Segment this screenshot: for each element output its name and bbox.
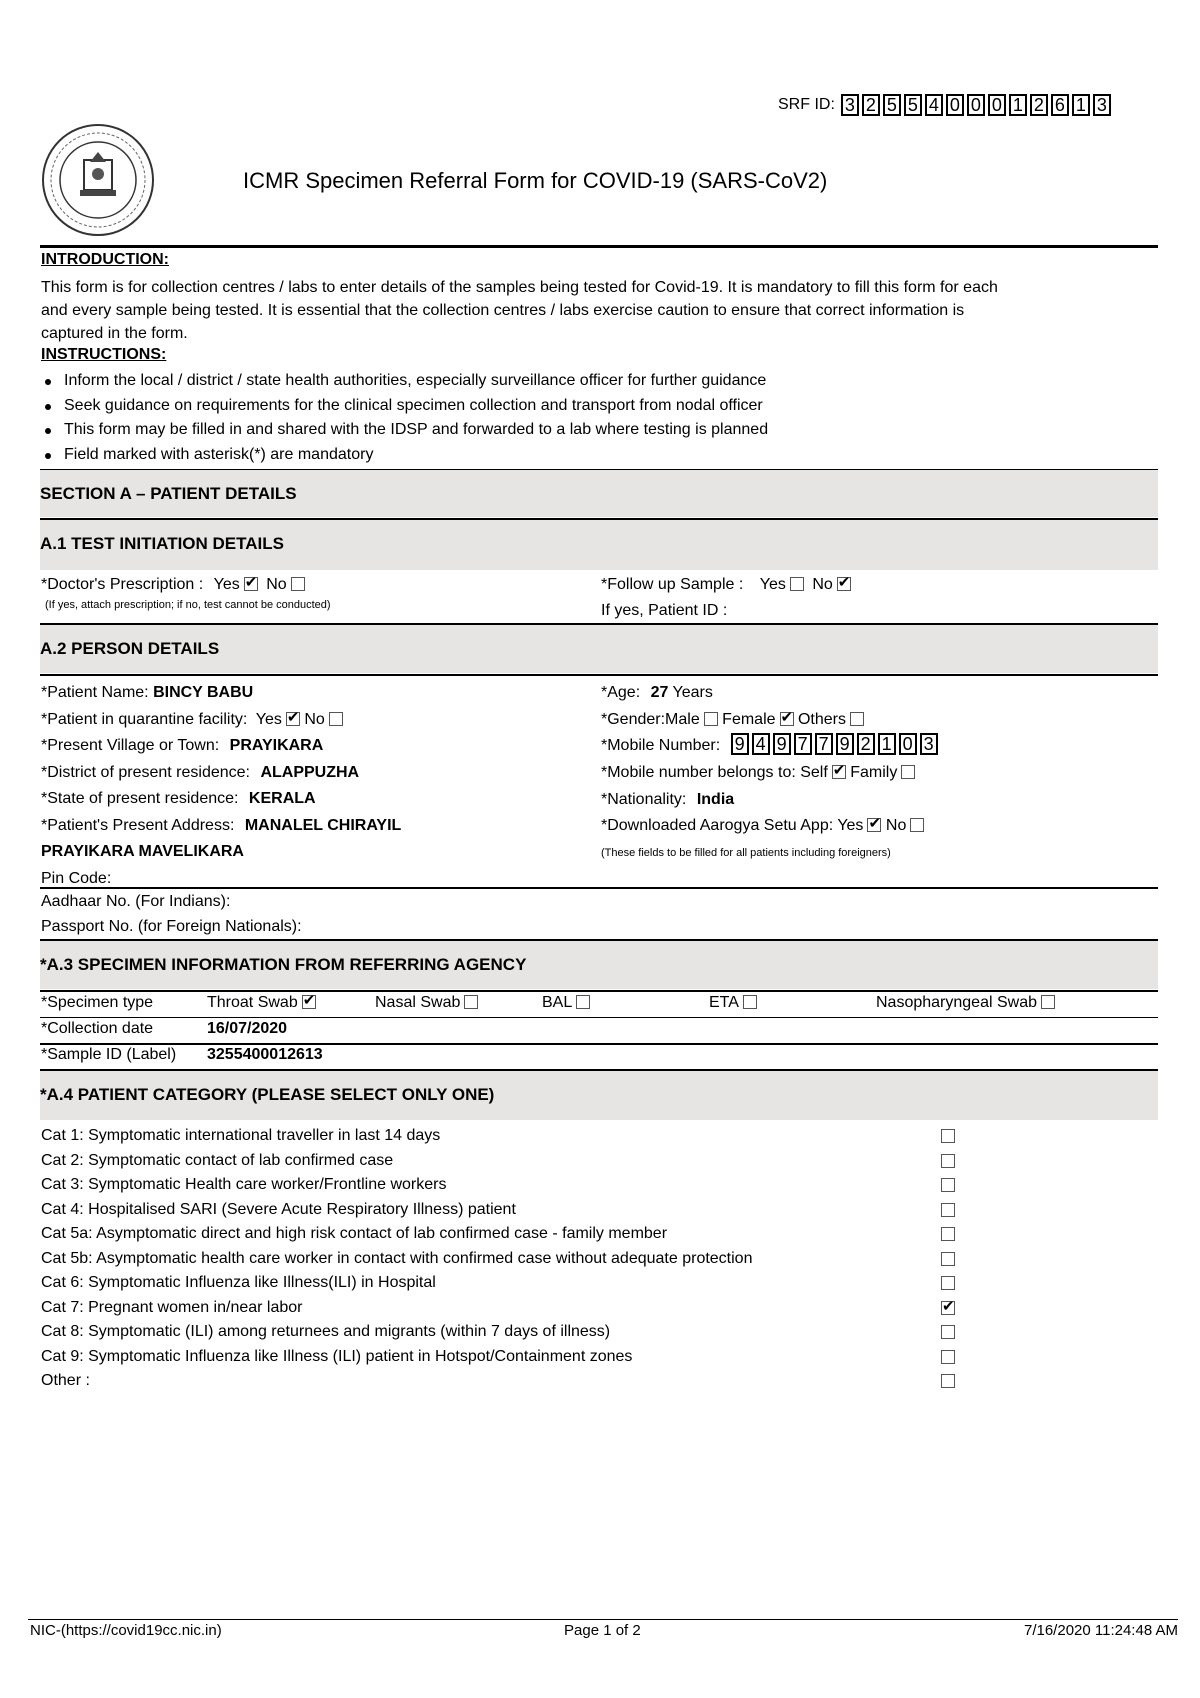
srf-digit: 0 (967, 94, 985, 116)
category-checkbox[interactable] (941, 1276, 955, 1290)
yes-label: Yes (255, 710, 282, 728)
patient-name: BINCY BABU (153, 684, 254, 701)
category-label: Other : (41, 1372, 90, 1389)
category-label: Cat 6: Symptomatic Influenza like Illness(ILI) in Hospital (41, 1274, 436, 1291)
srf-digit: 6 (1051, 94, 1069, 116)
specimen-nasal (375, 994, 478, 1012)
throat-swab-label: Throat Swab (207, 994, 298, 1011)
divider (40, 887, 1158, 889)
a2-title: A.2 PERSON DETAILS (40, 639, 220, 658)
district-label: *District of present residence: (41, 763, 250, 781)
collection-date-label: *Collection date (41, 1020, 154, 1037)
instruction-item: Inform the local / district / state health authorities, especially surveillance officer for further guidance (40, 372, 768, 397)
collection-date-row (41, 1020, 641, 1038)
doctor-yes-checkbox[interactable] (244, 577, 258, 591)
srf-digit: 4 (925, 94, 943, 116)
intro-line: and every sample being tested. It is essential that the collection centres / labs exercise caution to ensure that correct information is (41, 302, 965, 319)
intro-line: This form is for collection centres / labs to enter details of the samples being tested for Covid-19. It is mandatory to fill this form for each (41, 279, 998, 296)
specimen-eta (709, 994, 757, 1012)
bal-checkbox[interactable] (576, 995, 590, 1009)
srf-digit: 5 (883, 94, 901, 116)
srf-digit: 1 (1072, 94, 1090, 116)
mobile-digit: 1 (878, 733, 896, 755)
mobile-digit: 0 (899, 733, 917, 755)
mobile-digit: 7 (815, 733, 833, 755)
nationality-row (601, 787, 941, 814)
followup-patient-id: If yes, Patient ID : (601, 602, 728, 619)
person-left (41, 680, 401, 892)
mobile-digit: 2 (857, 733, 875, 755)
mobile-digit: 7 (794, 733, 812, 755)
a4-header (40, 1071, 1158, 1120)
aarogya-label: *Downloaded Aarogya Setu App: Yes (601, 817, 864, 834)
sample-id-label: *Sample ID (Label) (41, 1046, 177, 1063)
srf-digit: 2 (862, 94, 880, 116)
category-label: Cat 2: Symptomatic contact of lab confirmed case (41, 1151, 394, 1169)
gender-row (601, 707, 941, 734)
mobile-belongs-label: *Mobile number belongs to: Self (601, 764, 828, 781)
srf-label: SRF ID: (778, 96, 835, 113)
intro-text (41, 276, 1161, 345)
specimen-type-label: *Specimen type (41, 994, 154, 1011)
category-label: Cat 8: Symptomatic (ILI) among returnees and migrants (within 7 days of illness) (41, 1323, 611, 1340)
srf-digit: 3 (1093, 94, 1111, 116)
page-title: ICMR Specimen Referral Form for COVID-19 (SARS-CoV2) (243, 168, 828, 193)
category-label: Cat 9: Symptomatic Influenza like Illness (ILI) patient in Hotspot/Containment zones (41, 1347, 633, 1365)
gender-others-checkbox[interactable] (850, 712, 864, 726)
instruction-item: This form may be filled in and shared with the IDSP and forwarded to a lab where testing is planned (40, 421, 768, 446)
age-unit: Years (672, 684, 713, 701)
address-row (41, 813, 401, 840)
aadhaar-field: Aadhaar No. (For Indians): (41, 893, 231, 910)
aarogya-yes-checkbox[interactable] (867, 818, 881, 832)
a3-header (40, 941, 1158, 989)
sample-id-row (41, 1046, 641, 1064)
srf-digit: 1 (1009, 94, 1027, 116)
nasopharyngeal-swab-label: Nasopharyngeal Swab (876, 994, 1037, 1011)
quarantine-no-checkbox[interactable] (329, 712, 343, 726)
eta-checkbox[interactable] (743, 995, 757, 1009)
intro-heading: INTRODUCTION: (41, 251, 169, 268)
mobile-digit: 9 (773, 733, 791, 755)
footer-source: NIC-(https://covid19cc.nic.in) (30, 1622, 222, 1639)
others-label: Others (797, 710, 846, 728)
footer-page: Page 1 of 2 (564, 1622, 641, 1639)
srf-digits (841, 94, 1114, 116)
category-list (41, 1124, 961, 1394)
eta-label: ETA (709, 994, 739, 1011)
village-label: *Present Village or Town: (41, 737, 220, 754)
specimen-nasopharyngeal (876, 994, 1055, 1012)
category-label: Cat 3: Symptomatic Health care worker/Frontline workers (41, 1176, 447, 1193)
instruction-item: Seek guidance on requirements for the clinical specimen collection and transport from nodal officer (40, 397, 768, 422)
instructions-heading: INSTRUCTIONS: (41, 346, 167, 363)
divider (40, 674, 1158, 676)
quarantine-row (41, 707, 401, 734)
icmr-logo (40, 122, 156, 238)
footer-divider (28, 1619, 1178, 1620)
quarantine-yes-checkbox[interactable] (286, 712, 300, 726)
category-checkbox[interactable] (941, 1252, 955, 1266)
no-label: No (812, 576, 833, 593)
nasal-swab-label: Nasal Swab (375, 994, 461, 1011)
category-label: Cat 1: Symptomatic international traveller in last 14 days (41, 1127, 441, 1144)
followup-label: *Follow up Sample : (601, 576, 744, 593)
category-item (41, 1222, 961, 1247)
age-label: *Age: (601, 684, 641, 701)
no-label: No (885, 817, 907, 834)
nationality-label: *Nationality: (601, 790, 687, 808)
category-label: Cat 7: Pregnant women in/near labor (41, 1298, 303, 1316)
srf-digit: 5 (904, 94, 922, 116)
no-label: No (304, 710, 325, 728)
gender-male-checkbox[interactable] (704, 712, 718, 726)
category-checkbox[interactable] (941, 1203, 955, 1217)
category-checkbox[interactable] (941, 1227, 955, 1241)
category-label: Cat 5a: Asymptomatic direct and high risk contact of lab confirmed case - family member (41, 1225, 668, 1242)
sample-id: 3255400012613 (207, 1046, 323, 1063)
patient-name-label: *Patient Name: (41, 684, 149, 701)
category-item (41, 1124, 961, 1149)
mobile-belongs-row (601, 760, 941, 787)
section-a-title: SECTION A – PATIENT DETAILS (40, 484, 297, 503)
mobile-self-checkbox[interactable] (832, 765, 846, 779)
mobile-label: *Mobile Number: (601, 737, 721, 754)
district-value: ALAPPUZHA (260, 763, 360, 781)
mobile-digits (731, 734, 941, 754)
divider (40, 990, 1158, 992)
mobile-row (601, 733, 941, 760)
category-checkbox[interactable] (941, 1374, 955, 1388)
collection-date: 16/07/2020 (207, 1020, 288, 1037)
category-item (41, 1345, 961, 1370)
category-checkbox[interactable] (941, 1129, 955, 1143)
address-label: *Patient's Present Address: (41, 816, 235, 834)
mobile-family-checkbox[interactable] (901, 765, 915, 779)
age-row (601, 680, 941, 707)
title-divider (40, 245, 1158, 248)
srf-digit: 0 (946, 94, 964, 116)
a1-title: A.1 TEST INITIATION DETAILS (40, 534, 284, 553)
followup-sample (601, 576, 851, 594)
category-item (41, 1320, 961, 1345)
category-checkbox[interactable] (941, 1325, 955, 1339)
aarogya-row (601, 813, 941, 840)
bal-label: BAL (542, 994, 573, 1011)
a2-header (40, 625, 1158, 673)
yes-label: Yes (213, 576, 240, 593)
specimen-bal (542, 994, 590, 1012)
section-a-header (40, 470, 1158, 517)
category-checkbox[interactable] (941, 1350, 955, 1364)
throat-swab-checkbox[interactable] (302, 995, 316, 1009)
pin-code: Pin Code: (41, 869, 112, 887)
village-row (41, 733, 401, 760)
followup-yes-checkbox[interactable] (790, 577, 804, 591)
mobile-digit: 9 (836, 733, 854, 755)
mobile-digit: 3 (920, 733, 938, 755)
doctor-no-checkbox[interactable] (291, 577, 305, 591)
instructions-list (40, 372, 768, 470)
doctor-label: *Doctor's Prescription : (41, 576, 204, 593)
age-value: 27 (650, 684, 669, 701)
patient-name-row (41, 680, 401, 707)
category-item (41, 1198, 961, 1223)
a3-title: *A.3 SPECIMEN INFORMATION FROM REFERRING AGENCY (40, 955, 527, 974)
srf-digit: 2 (1030, 94, 1048, 116)
village-value: PRAYIKARA (229, 737, 324, 754)
specimen-throat (207, 994, 316, 1012)
followup-no-checkbox[interactable] (837, 577, 851, 591)
address-line1: MANALEL CHIRAYIL (244, 816, 402, 834)
category-checkbox[interactable] (941, 1178, 955, 1192)
mobile-digit: 4 (752, 733, 770, 755)
srf-digit: 3 (841, 94, 859, 116)
state-label: *State of present residence: (41, 790, 239, 807)
category-item (41, 1149, 961, 1174)
category-item (41, 1173, 961, 1198)
a1-header (40, 520, 1158, 570)
female-label: Female (722, 710, 776, 728)
nasopharyngeal-swab-checkbox[interactable] (1041, 995, 1055, 1009)
gender-label: *Gender:Male (601, 710, 700, 728)
category-checkbox[interactable] (941, 1154, 955, 1168)
passport-field: Passport No. (for Foreign Nationals): (41, 918, 302, 935)
doctor-prescription (41, 576, 305, 594)
category-label: Cat 5b: Asymptomatic health care worker in contact with confirmed case without adequate protection (41, 1249, 753, 1267)
specimen-type-row (41, 994, 1159, 1016)
district-row (41, 760, 401, 787)
nationality-value: India (696, 790, 735, 808)
family-label: Family (850, 764, 898, 781)
quarantine-label: *Patient in quarantine facility: (41, 710, 248, 728)
srf-digit: 0 (988, 94, 1006, 116)
footer-timestamp: 7/16/2020 11:24:48 AM (1023, 1622, 1178, 1639)
state-row (41, 786, 401, 813)
a4-title: *A.4 PATIENT CATEGORY (PLEASE SELECT ONLY ONE) (40, 1085, 495, 1104)
nasal-swab-checkbox[interactable] (464, 995, 478, 1009)
category-item (41, 1296, 961, 1321)
divider (40, 1017, 1158, 1018)
category-item (41, 1271, 961, 1296)
category-label: Cat 4: Hospitalised SARI (Severe Acute Respiratory Illness) patient (41, 1200, 516, 1218)
doctor-note: (If yes, attach prescription; if no, test cannot be conducted) (45, 599, 331, 611)
divider (40, 1043, 1158, 1045)
no-label: No (266, 576, 287, 593)
aarogya-no-checkbox[interactable] (910, 818, 924, 832)
intro-line: captured in the form. (41, 325, 188, 342)
category-checkbox[interactable] (941, 1301, 955, 1315)
state-value: KERALA (248, 790, 316, 807)
person-right (601, 680, 941, 866)
gender-female-checkbox[interactable] (780, 712, 794, 726)
mobile-digit: 9 (731, 733, 749, 755)
address-line2: PRAYIKARA MAVELIKARA (41, 843, 244, 860)
category-item (41, 1247, 961, 1272)
srf-id (778, 94, 1114, 116)
instruction-item: Field marked with asterisk(*) are mandatory (40, 446, 768, 471)
category-item (41, 1369, 961, 1394)
yes-label: Yes (759, 576, 786, 593)
aarogya-note: (These fields to be filled for all patients including foreigners) (601, 846, 891, 859)
